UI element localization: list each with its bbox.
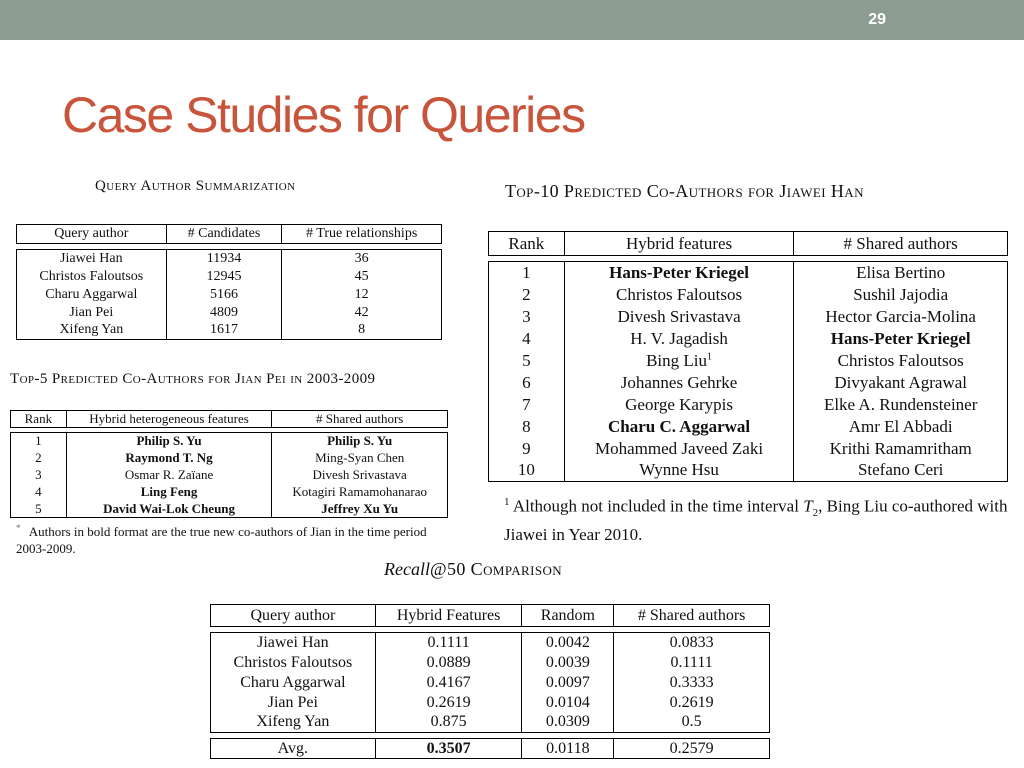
summary-table xyxy=(16,224,442,340)
table-cell: 0.0039 xyxy=(522,653,614,673)
slide-number: 29 xyxy=(868,11,886,28)
table-cell: Elisa Bertino xyxy=(794,262,1008,284)
footnote-symbol-sub: 2 xyxy=(812,507,819,520)
table-cell: Wynne Hsu xyxy=(564,460,794,482)
column-header: Hybrid heterogeneous features xyxy=(66,411,272,428)
table-cell: 0.2619 xyxy=(375,693,522,713)
table-row xyxy=(211,673,770,693)
table-cell: 0.0309 xyxy=(522,713,614,733)
table-row xyxy=(17,250,442,268)
table-cell: Christos Faloutsos xyxy=(564,284,794,306)
column-header: # Shared authors xyxy=(614,605,770,627)
table-cell: Stefano Ceri xyxy=(794,460,1008,482)
table-cell: Xifeng Yan xyxy=(211,713,376,733)
column-header: # Shared authors xyxy=(272,411,448,428)
table-row xyxy=(489,438,1008,460)
footnote-text: Authors in bold format are the true new co-authors of Jian in the time period 2003-2009. xyxy=(16,524,427,557)
table-cell: Charu Aggarwal xyxy=(17,286,167,304)
table-cell: Krithi Ramamritham xyxy=(794,438,1008,460)
footnote-text-start: Although not included in the time interval xyxy=(512,496,804,516)
table-row xyxy=(17,322,442,340)
table-cell xyxy=(564,350,794,372)
table-cell: 4809 xyxy=(166,304,282,322)
table-row xyxy=(489,372,1008,394)
table-row xyxy=(17,286,442,304)
table-cell: Charu Aggarwal xyxy=(211,673,376,693)
top10-caption: Top-10 Predicted Co-Authors for Jiawei Han xyxy=(505,181,864,201)
table-row xyxy=(489,284,1008,306)
table-row xyxy=(489,306,1008,328)
column-header: # True relationships xyxy=(282,225,442,244)
top5-note xyxy=(16,520,456,557)
table-row xyxy=(489,460,1008,482)
table-cell: 8 xyxy=(282,322,442,340)
footnote-mark: * xyxy=(16,523,21,533)
slide-title: Case Studies for Queries xyxy=(62,87,585,143)
column-header: # Shared authors xyxy=(794,232,1008,256)
top5-caption: Top-5 Predicted Co-Authors for Jian Pei in 2003-2009 xyxy=(10,371,376,387)
column-header: Rank xyxy=(489,232,565,256)
table-cell: 4 xyxy=(489,328,565,350)
table-cell: Philip S. Yu xyxy=(66,433,272,450)
table-row xyxy=(489,350,1008,372)
table-cell: 0.0833 xyxy=(614,633,770,653)
table-header-row xyxy=(11,411,448,428)
table-cell: 3 xyxy=(11,467,67,484)
table-cell: 0.875 xyxy=(375,713,522,733)
footnote-mark: 1 xyxy=(707,350,713,362)
table-cell: 5 xyxy=(489,350,565,372)
table-header-row xyxy=(211,605,770,627)
column-header: Hybrid Features xyxy=(375,605,522,627)
table-cell: 0.5 xyxy=(614,713,770,733)
table-row xyxy=(489,262,1008,284)
table-cell: 12 xyxy=(282,286,442,304)
top5-table xyxy=(10,410,448,518)
table-cell: 0.0889 xyxy=(375,653,522,673)
recall-caption-rest: @50 Comparison xyxy=(429,559,563,579)
recall-table xyxy=(210,604,770,759)
table-cell: Jiawei Han xyxy=(211,633,376,653)
table-cell: Amr El Abbadi xyxy=(794,416,1008,438)
table-cell: 0.2619 xyxy=(614,693,770,713)
table-cell: 0.0097 xyxy=(522,673,614,693)
table-cell: 9 xyxy=(489,438,565,460)
table-cell: Ming-Syan Chen xyxy=(272,450,448,467)
avg-row xyxy=(211,739,770,759)
table-cell: Jiawei Han xyxy=(17,250,167,268)
table-cell: 5 xyxy=(11,501,67,518)
recall-caption-italic: Recall xyxy=(384,559,430,579)
table-row xyxy=(11,450,448,467)
table-cell: Raymond T. Ng xyxy=(66,450,272,467)
table-row xyxy=(11,501,448,518)
table-cell: 1 xyxy=(11,433,67,450)
top10-table xyxy=(488,231,1008,482)
table-cell: 4 xyxy=(11,484,67,501)
column-header: Query author xyxy=(211,605,376,627)
table-cell: Elke A. Rundensteiner xyxy=(794,394,1008,416)
table-cell: Sushil Jajodia xyxy=(794,284,1008,306)
table-row xyxy=(211,693,770,713)
column-header: # Candidates xyxy=(166,225,282,244)
table-cell: Jeffrey Xu Yu xyxy=(272,501,448,518)
table-cell: 2 xyxy=(489,284,565,306)
table-row xyxy=(211,653,770,673)
table-cell: 8 xyxy=(489,416,565,438)
table-cell: Kotagiri Ramamohanarao xyxy=(272,484,448,501)
top-bar xyxy=(0,0,1024,40)
table-cell: 0.3333 xyxy=(614,673,770,693)
table-cell: H. V. Jagadish xyxy=(564,328,794,350)
table-cell: 0.1111 xyxy=(614,653,770,673)
table-cell: Divyakant Agrawal xyxy=(794,372,1008,394)
table-cell: Divesh Srivastava xyxy=(564,306,794,328)
table-row xyxy=(489,328,1008,350)
table-cell: 3 xyxy=(489,306,565,328)
table-cell: 6 xyxy=(489,372,565,394)
table-cell: Jian Pei xyxy=(211,693,376,713)
table-cell: 0.4167 xyxy=(375,673,522,693)
table-row xyxy=(11,433,448,450)
recall-caption xyxy=(384,559,562,580)
table-row xyxy=(489,394,1008,416)
footnote-text-end: , Bing Liu co-authored with Jiawei in Year 2010. xyxy=(504,496,1008,545)
table-cell: Xifeng Yan xyxy=(17,322,167,340)
top10-footnote xyxy=(504,491,1019,546)
table-cell: 7 xyxy=(489,394,565,416)
table-cell: Charu C. Aggarwal xyxy=(564,416,794,438)
table-cell: Christos Faloutsos xyxy=(17,268,167,286)
table-cell: Hans-Peter Kriegel xyxy=(794,328,1008,350)
table-cell: Christos Faloutsos xyxy=(794,350,1008,372)
table-cell: David Wai-Lok Cheung xyxy=(66,501,272,518)
table-cell: Johannes Gehrke xyxy=(564,372,794,394)
table-row xyxy=(11,467,448,484)
table-cell: Mohammed Javeed Zaki xyxy=(564,438,794,460)
column-header: Hybrid features xyxy=(564,232,794,256)
table-cell: 0.1111 xyxy=(375,633,522,653)
table-cell: 36 xyxy=(282,250,442,268)
table-row xyxy=(489,416,1008,438)
table-row xyxy=(211,633,770,653)
table-cell: Avg. xyxy=(211,739,376,759)
table-cell: George Karypis xyxy=(564,394,794,416)
table-cell: 0.3507 xyxy=(375,739,522,759)
table-cell: Hector Garcia-Molina xyxy=(794,306,1008,328)
table-cell: 0.2579 xyxy=(614,739,770,759)
column-header: Query author xyxy=(17,225,167,244)
table-cell: 1 xyxy=(489,262,565,284)
table-row xyxy=(11,484,448,501)
table-cell: 2 xyxy=(11,450,67,467)
bing-liu-name: Bing Liu xyxy=(646,350,708,370)
table-row xyxy=(17,268,442,286)
table-cell: Ling Feng xyxy=(66,484,272,501)
table-cell: 0.0104 xyxy=(522,693,614,713)
table-cell: 45 xyxy=(282,268,442,286)
summary-caption: Query Author Summarization xyxy=(95,178,296,194)
footnote-symbol: T xyxy=(803,496,813,516)
column-header: Rank xyxy=(11,411,67,428)
table-cell: Christos Faloutsos xyxy=(211,653,376,673)
table-cell: 11934 xyxy=(166,250,282,268)
table-cell: 1617 xyxy=(166,322,282,340)
table-header-row xyxy=(489,232,1008,256)
table-cell: 10 xyxy=(489,460,565,482)
table-cell: Philip S. Yu xyxy=(272,433,448,450)
table-row xyxy=(211,713,770,733)
table-cell: 12945 xyxy=(166,268,282,286)
table-cell: 42 xyxy=(282,304,442,322)
table-header-row xyxy=(17,225,442,244)
footnote-mark: 1 xyxy=(504,496,510,508)
table-cell: Divesh Srivastava xyxy=(272,467,448,484)
table-row xyxy=(17,304,442,322)
table-cell: 0.0118 xyxy=(522,739,614,759)
table-cell: Osmar R. Zaïane xyxy=(66,467,272,484)
table-cell: 0.0042 xyxy=(522,633,614,653)
table-cell: Hans-Peter Kriegel xyxy=(564,262,794,284)
column-header: Random xyxy=(522,605,614,627)
table-cell: 5166 xyxy=(166,286,282,304)
table-cell: Jian Pei xyxy=(17,304,167,322)
